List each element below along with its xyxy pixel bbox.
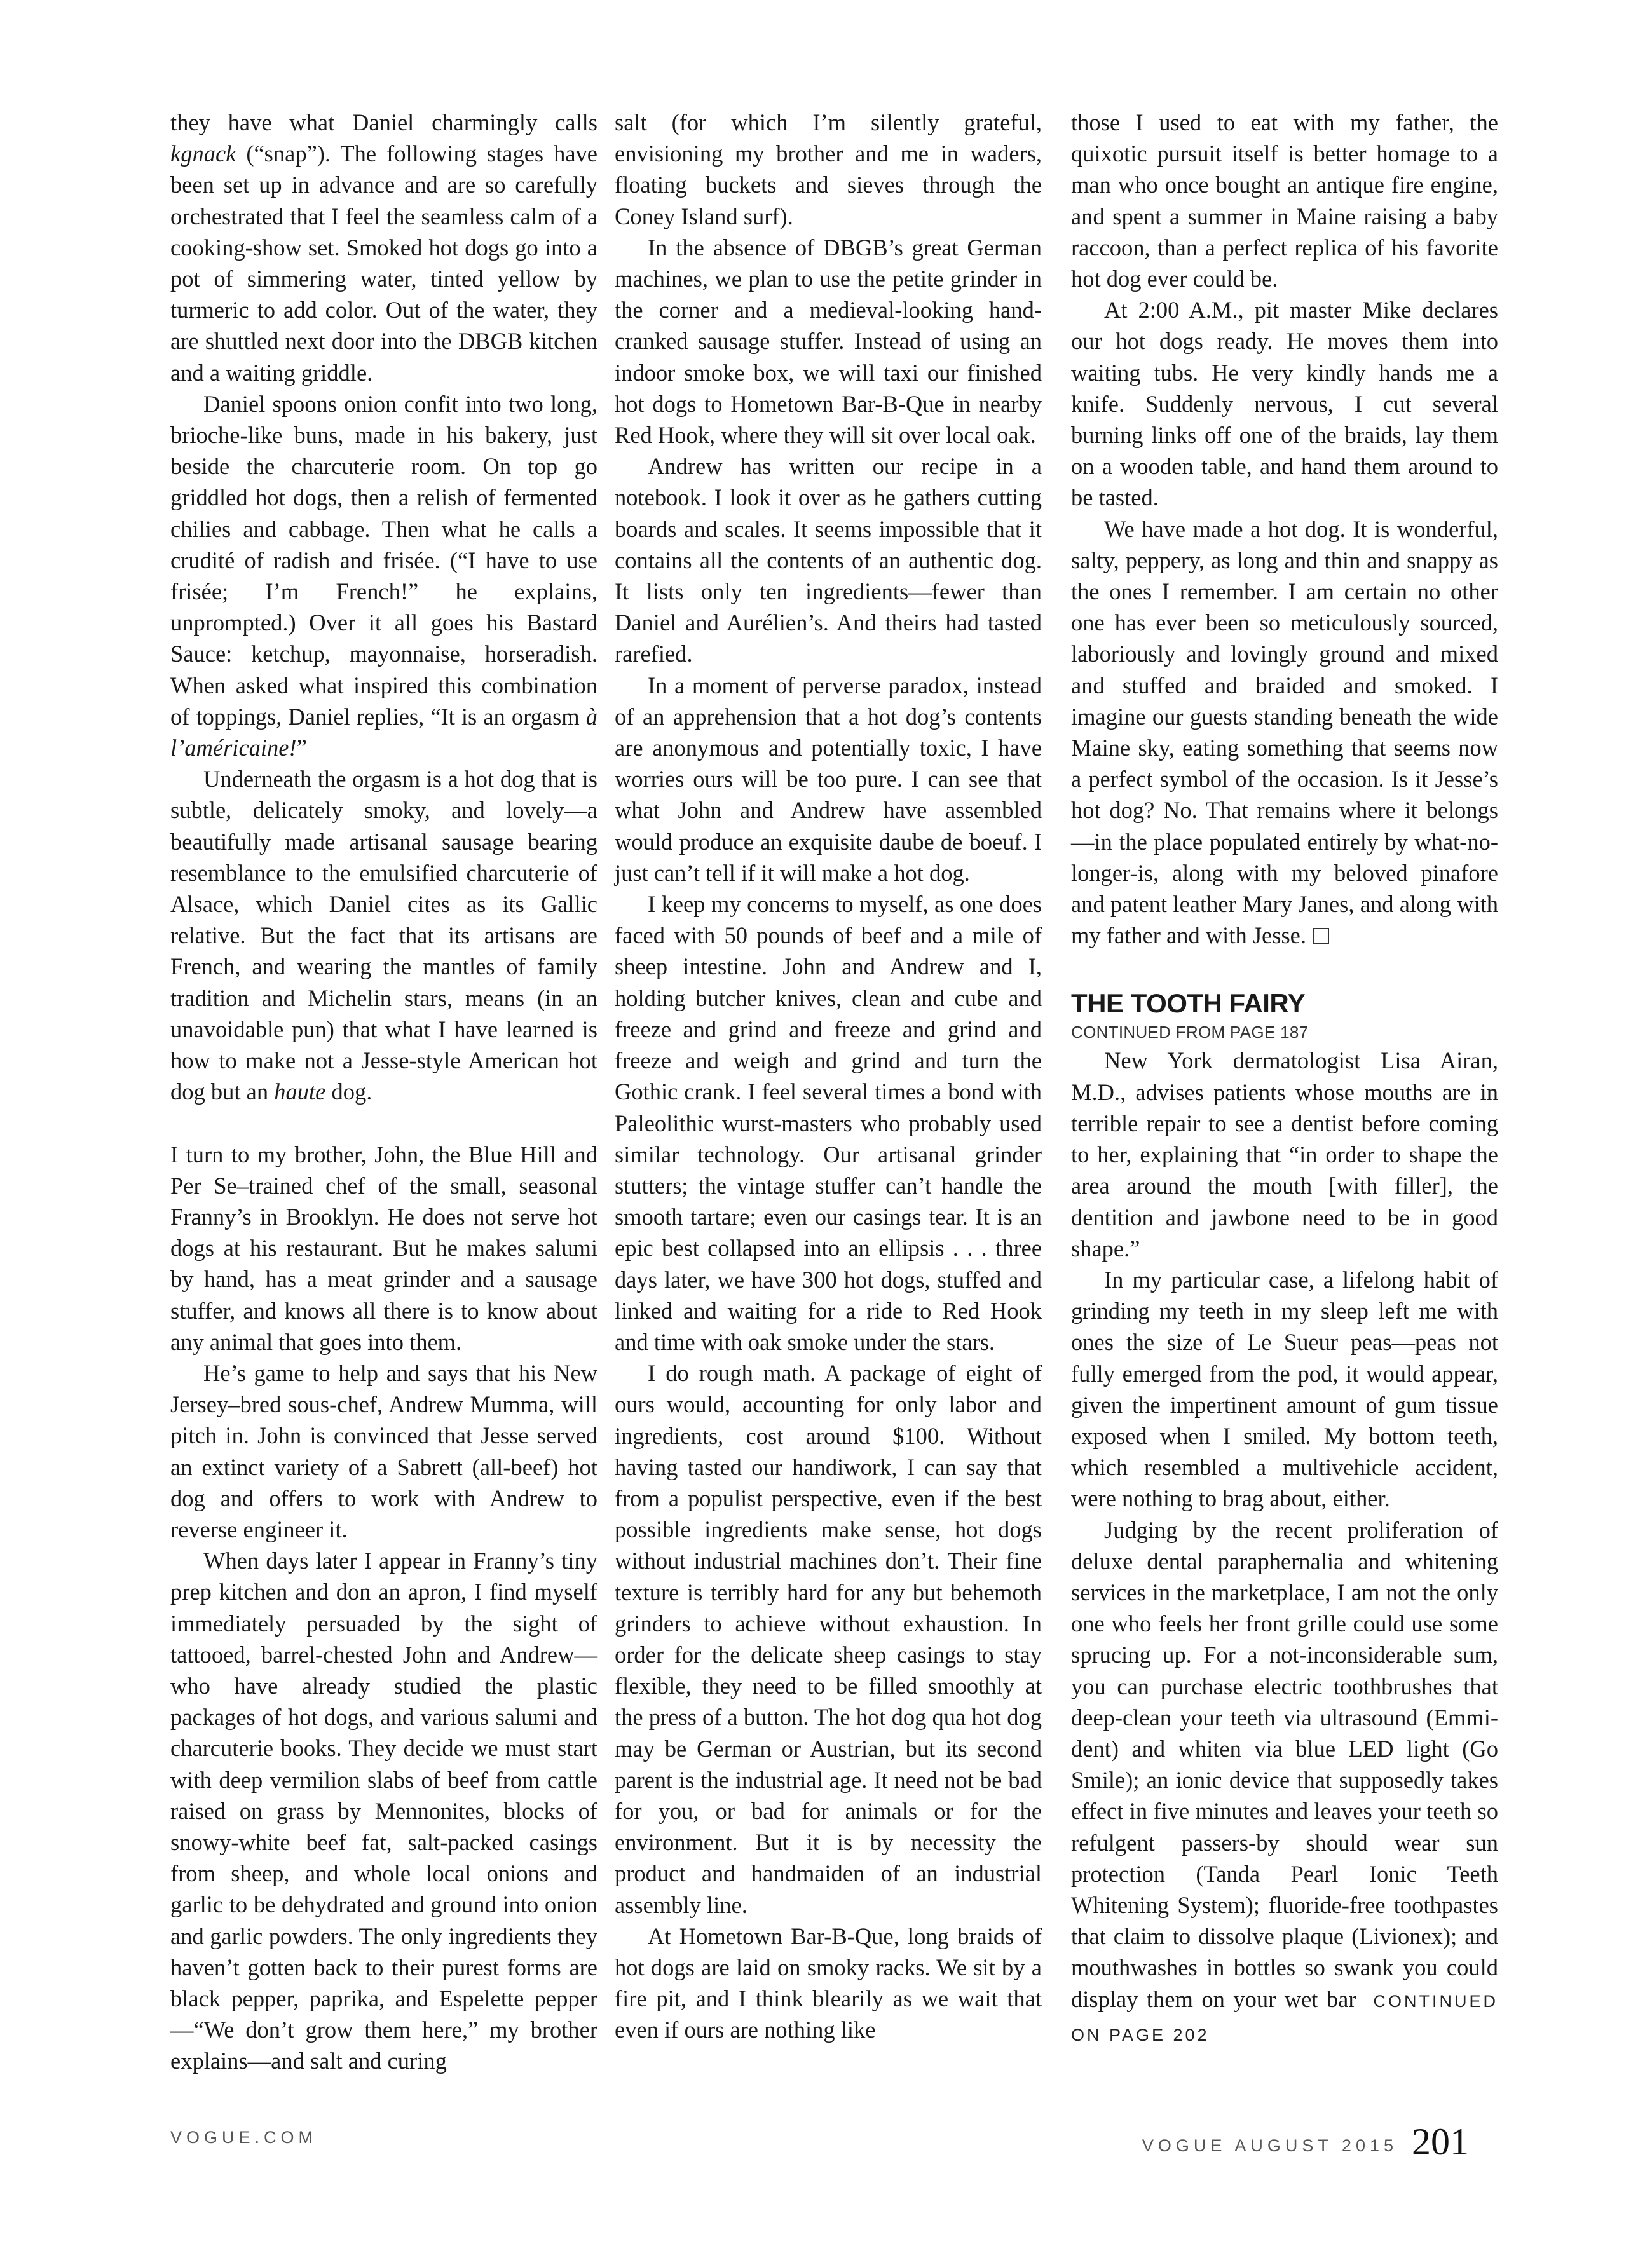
text: they have what Daniel charmingly calls: [170, 109, 597, 135]
paragraph: When days later I appear in Franny’s tiny prep kitchen and don an apron, I find myself immediately persuaded by the sight of tattooed, barrel-chested John and Andrew—who have already studied the plastic packages of hot dogs, and various salumi and charcuterie books. They decide we must start with deep vermilion slabs of beef from cattle raised on grass by Mennonites, blocks of snowy-white beef fat, salt-packed casings from sheep, and whole local onions and garlic to be dehydrated and ground into onion and garlic powders. The only ingredients they haven’t gotten back to their purest forms are black pepper, paprika, and Espelette pepper—“We don’t grow them here,” my brother explains—and salt and curing: [170, 1548, 597, 2074]
paragraph: At Hometown Bar-B-Que, long braids of hot dogs are laid on smoky racks. We sit by a fire pit, and I think blearily as we wait that even if ours are nothing like: [615, 1923, 1042, 2043]
paragraph: those I used to eat with my father, the quixotic pursuit itself is better homage to a man who once bought an antique fire engine, and spent a summer in Maine raising a baby raccoon, than a perfect replica of his favorite hot dog ever could be.: [1071, 109, 1498, 292]
paragraph: [170, 107, 597, 388]
continued-on-link[interactable]: CONTINUED ON PAGE 202: [1071, 1991, 1498, 2045]
paragraph: [170, 388, 597, 763]
text: (“snap”). The following stages have been set up in advance and are so carefully orchestrated that I feel the seamless calm of a cooking-show set. Smoked hot dogs go into a pot of simmering water, tinted yellow by turmeric to add color. Out of the water, they are shuttled next door into the DBGB kitchen and a waiting griddle.: [170, 140, 597, 386]
italic-text: à l’américaine!: [170, 703, 597, 761]
paragraph: New York dermatologist Lisa Airan, M.D., advises patients whose mouths are in terrible repair to see a dentist before coming to her, explaining that “in order to shape the area around the mouth [with filler], the dentition and jawbone need to be in good shape.”: [1071, 1047, 1498, 1262]
website-footer: VOGUE.COM: [170, 2128, 318, 2147]
paragraph: [170, 763, 597, 1107]
text: Judging by the recent proliferation of deluxe dental paraphernalia and whitening services in the marketplace, I am not the only one who feels her front grille could use some sprucing up. For a not-inconsiderable sum, you can purchase electric toothbrushes that deep-clean your teeth via ultrasound (Emmi-dent) and whiten via blue LED light (Go Smile); an ionic device that supposedly takes effect in five minutes and leaves your teeth so refulgent passers-by should wear sun protection (Tanda Pearl Ionic Teeth Whitening System); fluoride-free toothpastes that claim to dissolve plaque (Livionex); and mouthwashes in bottles so swank you could display them on your wet bar: [1071, 1516, 1498, 2012]
paragraph: [1071, 1514, 1498, 2051]
paragraph: At 2:00 A.M., pit master Mike declares our hot dogs ready. He moves them into waiting tubs. He very kindly hands me a knife. Suddenly nervous, I cut several burning links off one of the braids, lay them on a wooden table, and hand them around to be tasted.: [1071, 297, 1498, 511]
text: Underneath the orgasm is a hot dog that is subtle, delicately smoky, and lovely—a beautifully made artisanal sausage bearing resemblance to the emulsified charcuterie of Alsace, which Daniel cites as its Gallic relative. But the fact that its artisans are French, and wearing the mantles of family tradition and Michelin stars, means (in an unavoidable pun) that what I have learned is how to make not a Jesse-style American hot dog but an: [170, 766, 597, 1105]
continued-from-label: CONTINUED FROM PAGE 187: [1071, 1023, 1309, 1042]
paragraph: I keep my concerns to myself, as one does faced with 50 pounds of beef and a mile of sheep intestine. John and Andrew and I, holding butcher knives, clean and cube and freeze and grind and freeze and grind and freeze and weigh and grind and turn the Gothic crank. I feel several times a bond with Paleolithic wurst-masters who probably used similar technology. Our artisanal grinder stutters; the vintage stuffer can’t handle the smooth tartare; even our casings tear. It is an epic best collapsed into an ellipsis . . . three days later, we have 300 hot dogs, stuffed and linked and waiting for a ride to Red Hook and time with oak smoke under the stars.: [615, 891, 1042, 1355]
paragraph: [1071, 514, 1498, 951]
paragraph: In my particular case, a lifelong habit of grinding my teeth in my sleep left me with ones the size of Le Sueur peas—peas not fully emerged from the pod, it would appear, given the impertinent amount of gum tissue exposed when I smiled. My bottom teeth, which resembled a multivehicle accident, were nothing to brag about, either.: [1071, 1266, 1498, 1512]
paragraph: He’s game to help and says that his New Jersey–bred sous-chef, Andrew Mumma, will pitch in. John is convinced that Jesse served an extinct variety of a Sabrett (all-beef) hot dog and offers to work with Andrew to reverse engineer it.: [170, 1359, 597, 1542]
paragraph: In the absence of DBGB’s great German machines, we plan to use the petite grinder in the corner and a medieval-looking hand-cranked sausage stuffer. Instead of using an indoor smoke box, we will taxi our finished hot dogs to Hometown Bar-B-Que in nearby Red Hook, where they will sit over local oak.: [615, 234, 1042, 449]
paragraph: I do rough math. A package of eight of ours would, accounting for only labor and ingredients, cost around $100. Without having tasted our handiwork, I can say that from a populist perspective, even if the best possible ingredients make sense, hot dogs without industrial machines don’t. Their fine texture is terribly hard for any but behemoth grinders to achieve without exhaustion. In order for the delicate sheep casings to stay flexible, they need to be filled smoothly at the press of a button. The hot dog qua hot dog may be German or Austrian, but its second parent is the industrial age. It need not be bad for you, or bad for animals or for the environment. But it is by necessity the product and handmaiden of an industrial assembly line.: [615, 1360, 1042, 1918]
folio: [1142, 2123, 1469, 2161]
paragraph: Andrew has written our recipe in a notebook. I look it over as he gathers cutting boards and scales. It seems impossible that it contains all the contents of an authentic dog. It lists only ten ingredients—fewer than Daniel and Aurélien’s. And theirs had tasted rarefied.: [615, 453, 1042, 667]
paragraph: salt (for which I’m silently grateful, envisioning my brother and me in waders, floating buckets and sieves through the Coney Island surf).: [615, 109, 1042, 229]
text: We have made a hot dog. It is wonderful, salty, peppery, as long and thin and snappy as the ones I remember. I am certain no other one has ever been so meticulously sourced, laboriously and lovingly ground and mixed and stuffed and braided and smoked. I imagine our guests standing beneath the wide Maine sky, eating something that seems now a perfect symbol of the occasion. Is it Jesse’s hot dog? No. That remains where it belongs—in the place populated entirely by what-no-longer-is, along with my beloved pinafore and patent leather Mary Janes, and along with my father and with Jesse.: [1071, 515, 1498, 949]
italic-text: kgnack: [170, 140, 236, 167]
italic-text: haute: [274, 1079, 326, 1105]
text: ”: [296, 735, 307, 761]
text: Daniel spoons onion confit into two long, brioche-like buns, made in his bakery, just beside the charcuterie room. On top go griddled hot dogs, then a relish of fermented chilies and cabbage. Then what he calls a crudité of radish and frisée. (“I have to use frisée; I’m French!” he explains, unprompted.) Over it all goes his Bastard Sauce: ketchup, mayonnaise, horseradish. When asked what inspired this combination of toppings, Daniel replies, “It is an orgasm: [170, 390, 597, 730]
magazine-issue: VOGUE AUGUST 2015: [1142, 2136, 1398, 2155]
column-1: [170, 107, 597, 2077]
page-number: 201: [1412, 2121, 1469, 2163]
paragraph: I turn to my brother, John, the Blue Hill and Per Se–trained chef of the small, seasonal Franny’s in Brooklyn. He does not serve hot dogs at his restaurant. But he makes salumi by hand, has a meat grinder and a sausage stuffer, and knows all there is to know about any animal that goes into them.: [170, 1141, 597, 1355]
section-heading: THE TOOTH FAIRY: [1071, 988, 1306, 1019]
column-2: [615, 107, 1042, 2046]
end-mark-icon: [1313, 928, 1329, 944]
text: dog.: [325, 1079, 372, 1105]
column-3: [1071, 107, 1498, 2051]
paragraph: In a moment of perverse paradox, instead of an apprehension that a hot dog’s contents are anonymous and potentially toxic, I have worries ours will be too pure. I can see that what John and Andrew have assembled would produce an exquisite daube de boeuf. I just can’t tell if it will make a hot dog.: [615, 672, 1042, 886]
